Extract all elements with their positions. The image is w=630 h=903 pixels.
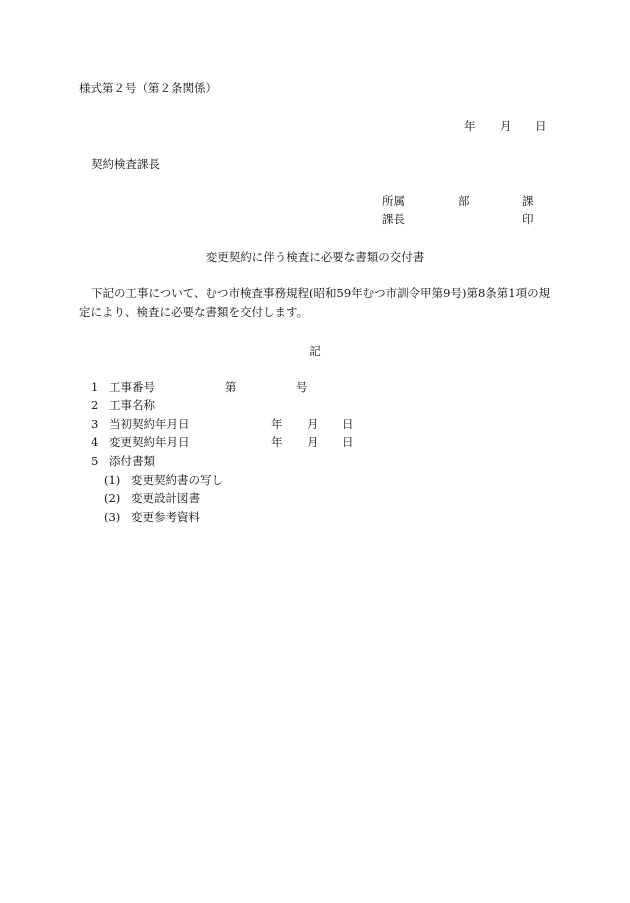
item-label: 工事番号 (109, 380, 155, 394)
item-year: 年 (271, 417, 283, 431)
attachment-number: (2) (104, 491, 121, 505)
item-number: 5 (91, 454, 99, 468)
item-month: 月 (307, 435, 319, 449)
addressee: 契約検査課長 (91, 157, 160, 171)
item-label: 当初契約年月日 (109, 417, 190, 431)
item-day: 日 (342, 417, 354, 431)
ki-heading: 記 (309, 344, 321, 358)
item-day: 日 (342, 435, 354, 449)
item-label: 変更契約年月日 (109, 435, 190, 449)
body-text: 下記の工事について、むつ市検査事務規程(昭和59年むつ市訓令甲第9号)第8条第1項の規定により、検査に必要な書類を交付します。 (79, 286, 551, 319)
attachment-label: 変更契約書の写し (131, 473, 223, 487)
sender-department: 部 (458, 194, 470, 208)
item-number: 1 (91, 380, 99, 394)
body-paragraph (79, 284, 554, 322)
item-number: 4 (91, 435, 99, 449)
item-number-prefix: 第 (225, 380, 237, 394)
sender-section: 課 (522, 194, 534, 208)
item-number: 3 (91, 417, 99, 431)
date-month: 月 (500, 119, 512, 133)
item-year: 年 (271, 435, 283, 449)
attachment-label: 変更参考資料 (131, 510, 200, 524)
document-title: 変更契約に伴う検査に必要な書類の交付書 (205, 250, 425, 264)
item-number: 2 (91, 398, 99, 412)
item-label: 工事名称 (109, 398, 155, 412)
date-day: 日 (535, 119, 547, 133)
seal-mark: 印 (522, 212, 534, 226)
attachment-label: 変更設計図書 (131, 491, 200, 505)
form-label: 様式第２号（第２条関係） (79, 81, 217, 95)
item-label: 添付書類 (109, 454, 155, 468)
attachment-number: (3) (104, 510, 121, 524)
sender-affiliation-label: 所属 (382, 194, 405, 208)
attachment-number: (1) (104, 473, 121, 487)
item-number-suffix: 号 (296, 380, 308, 394)
item-month: 月 (307, 417, 319, 431)
sender-chief-label: 課長 (382, 212, 405, 226)
date-year: 年 (464, 119, 476, 133)
